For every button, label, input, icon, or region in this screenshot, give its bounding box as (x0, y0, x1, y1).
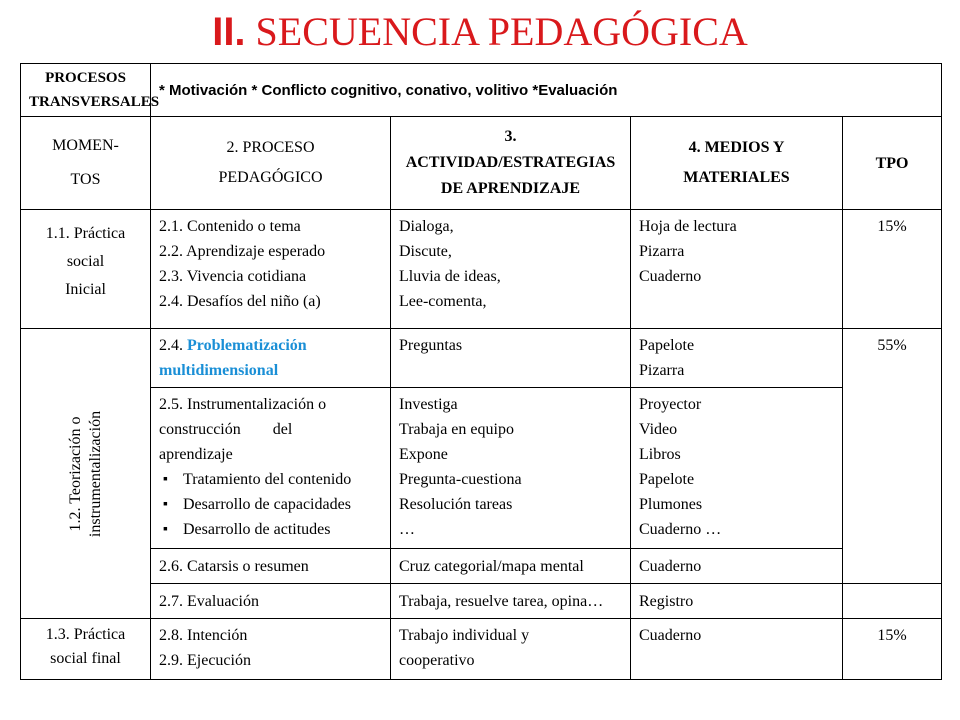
actividad-item: Expone (399, 446, 448, 463)
bullet-item: ▪ Desarrollo de capacidades (183, 492, 382, 517)
row-problematizacion (21, 329, 942, 388)
header-momentos (21, 117, 151, 210)
row-catarsis (21, 549, 942, 584)
transversal-label-line2: TRANSVERSALES (29, 94, 160, 110)
header-actividad-line2: ACTIVIDAD/ESTRATEGIAS (405, 154, 616, 171)
header-actividad (391, 117, 631, 210)
actividad-item: … (399, 521, 415, 538)
actividad-item: Resolución tareas (399, 496, 513, 513)
momento-final (21, 619, 151, 680)
medios-item: Cuaderno (639, 268, 702, 285)
actividad-instrumentalizacion (391, 388, 631, 549)
tpo-teorizacion: 55% (843, 329, 942, 584)
actividad-catarsis: Cruz categorial/mapa mental (391, 549, 631, 584)
problematizacion-title-line2: multidimensional (159, 362, 279, 379)
title-text: SECUENCIA PEDAGÓGICA (245, 9, 748, 54)
tpo-empty-cell (843, 584, 942, 619)
momento-teorizacion-line2: instrumentalización (86, 410, 104, 537)
bullet-item: ▪ Desarrollo de actitudes (183, 517, 382, 542)
proceso-item: 2.3. Vivencia cotidiana (159, 268, 307, 285)
tpo-inicial: 15% (843, 210, 942, 329)
momento-teorizacion (21, 329, 151, 619)
proceso-problematizacion (151, 329, 391, 388)
momento-inicial (21, 210, 151, 329)
proceso-item: 2.4. Desafíos del niño (a) (159, 293, 321, 310)
pedagogical-sequence-table (20, 63, 942, 680)
actividad-item: Dialoga, (399, 218, 454, 235)
transversal-value-cell: * Motivación * Conflicto cognitivo, conativo, volitivo *Evaluación (151, 64, 942, 117)
proceso-item: 2.1. Contenido o tema (159, 218, 301, 235)
medios-item: Video (639, 421, 678, 438)
row-evaluacion (21, 584, 942, 619)
momento-final-line1: 1.3. Práctica (45, 626, 126, 643)
medios-item: Proyector (639, 396, 702, 413)
header-proceso (151, 117, 391, 210)
medios-catarsis: Cuaderno (631, 549, 843, 584)
header-row (21, 117, 942, 210)
header-tpo: TPO (843, 117, 942, 210)
medios-item: Papelote (639, 471, 695, 488)
momento-inicial-line1: 1.1. Práctica (45, 225, 126, 242)
problematizacion-number: 2.4. (159, 337, 187, 354)
row-final (21, 619, 942, 680)
transversal-label-cell (21, 64, 160, 117)
medios-item: Pizarra (639, 243, 685, 260)
header-medios-line2: MATERIALES (683, 169, 790, 186)
actividad-item: Discute, (399, 243, 452, 260)
header-proceso-line2: PEDAGÓGICO (218, 169, 323, 186)
actividad-item: cooperativo (399, 652, 475, 669)
proceso-catarsis: 2.6. Catarsis o resumen (151, 549, 391, 584)
medios-item: Libros (639, 446, 681, 463)
proceso-inicial (151, 210, 391, 329)
header-actividad-line3: DE APRENDIZAJE (440, 180, 581, 197)
medios-item: Hoja de lectura (639, 218, 737, 235)
momento-teorizacion-line1: 1.2. Teorización o (66, 416, 84, 531)
row-instrumentalizacion (21, 388, 942, 549)
tpo-final: 15% (843, 619, 942, 680)
title-roman-numeral: II. (212, 10, 246, 54)
header-momentos-line2: TOS (70, 171, 101, 188)
actividad-problematizacion: Preguntas (391, 329, 631, 388)
problematizacion-title-line1: Problematización (187, 337, 307, 354)
medios-item: Papelote (639, 337, 695, 354)
instrumentalizacion-intro-line2 (159, 417, 382, 442)
medios-item: Plumones (639, 496, 703, 513)
medios-problematizacion (631, 329, 843, 388)
header-medios (631, 117, 843, 210)
instrumentalizacion-word: construcción (159, 421, 241, 438)
medios-item: Cuaderno … (639, 521, 722, 538)
momento-inicial-line2: social (66, 253, 105, 270)
actividad-item: Lee-comenta, (399, 293, 487, 310)
instrumentalizacion-intro-line1: 2.5. Instrumentalización o (159, 396, 327, 413)
medios-evaluacion: Registro (631, 584, 843, 619)
medios-instrumentalizacion (631, 388, 843, 549)
proceso-item: 2.8. Intención (159, 627, 248, 644)
actividad-evaluacion: Trabaja, resuelve tarea, opina… (391, 584, 631, 619)
transversal-row (21, 64, 942, 117)
momento-inicial-line3: Inicial (65, 281, 106, 298)
header-proceso-line1: 2. PROCESO (226, 139, 315, 156)
slide-title (0, 8, 960, 56)
row-inicial (21, 210, 942, 329)
momento-final-line2: social final (50, 650, 121, 667)
proceso-final (151, 619, 391, 680)
proceso-evaluacion: 2.7. Evaluación (151, 584, 391, 619)
actividad-item: Lluvia de ideas, (399, 268, 501, 285)
actividad-item: Investiga (399, 396, 458, 413)
proceso-item: 2.9. Ejecución (159, 652, 251, 669)
medios-item: Pizarra (639, 362, 685, 379)
medios-inicial (631, 210, 843, 329)
header-actividad-line1: 3. (504, 128, 517, 145)
actividad-item: Trabaja en equipo (399, 421, 514, 438)
actividad-final (391, 619, 631, 680)
actividad-item: Trabajo individual y (399, 627, 530, 644)
instrumentalizacion-intro-line3: aprendizaje (159, 446, 233, 463)
header-medios-line1: 4. MEDIOS Y (688, 139, 785, 156)
instrumentalizacion-bullets (159, 467, 382, 542)
bullet-item: ▪ Tratamiento del contenido (183, 467, 382, 492)
medios-final: Cuaderno (631, 619, 843, 680)
momento-teorizacion-text (66, 410, 106, 536)
instrumentalizacion-word: del (272, 421, 293, 438)
proceso-instrumentalizacion (151, 388, 391, 549)
actividad-inicial (391, 210, 631, 329)
header-momentos-line1: MOMEN- (52, 137, 119, 154)
proceso-item: 2.2. Aprendizaje esperado (159, 243, 326, 260)
actividad-item: Pregunta-cuestiona (399, 471, 522, 488)
transversal-label-line1: PROCESOS (45, 70, 126, 86)
